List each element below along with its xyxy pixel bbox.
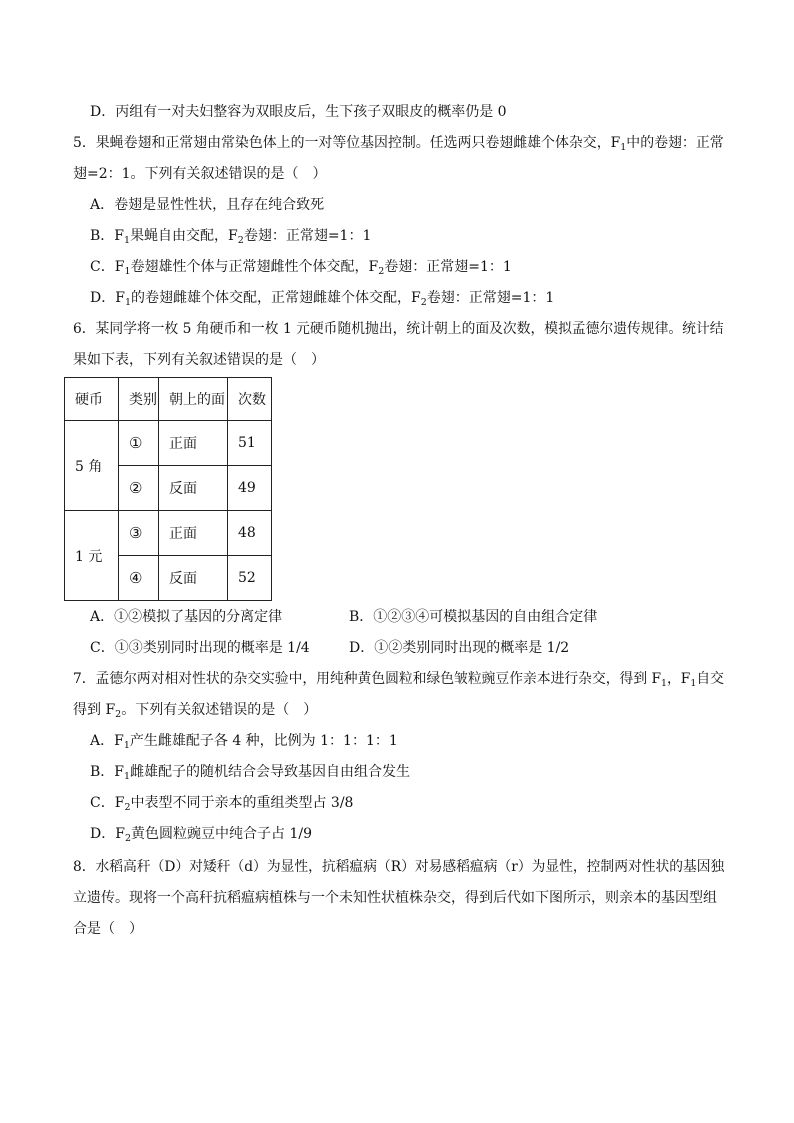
q5-option-d	[90, 288, 554, 308]
q6-option-a: A．①②模拟了基因的分离定律	[90, 609, 283, 625]
q8-stem-line1: 8．水稻高秆（D）对矮秆（d）为显性，抗稻瘟病（R）对易感稻瘟病（r）为显性，控制两对性状的基因独	[73, 859, 725, 875]
q7-option-d	[90, 824, 312, 844]
option-text: C．F	[90, 795, 125, 811]
subscript: 1	[124, 297, 131, 308]
q6-option-d: D．①②类别同时出现的概率是 1/2	[349, 640, 570, 656]
q8-stem-line2: 立遗传。现将一个高秆抗稻瘟病植株与一个未知性状植株杂交，得到后代如下图所示，则亲本的基因型组	[73, 890, 717, 906]
q7-stem-text: 得到 F	[73, 702, 116, 718]
face-cell: 反面	[159, 466, 228, 511]
option-text: C．F	[90, 259, 125, 275]
subscript: 2	[378, 266, 385, 277]
option-text: 卷翅雄性个体与正常翅雌性个体交配，F	[130, 259, 379, 275]
coin-cell: 5 角	[65, 421, 119, 511]
subscript: 2	[420, 297, 427, 308]
table-row	[65, 421, 272, 466]
subscript: 1	[123, 740, 130, 751]
q7-stem-line2	[73, 700, 317, 720]
q7-stem-text: 自交	[696, 671, 724, 687]
option-text: B．F	[90, 764, 125, 780]
q8-stem-line3: 合是（ ）	[73, 921, 143, 937]
option-text: A．F	[90, 733, 124, 749]
q7-option-a	[90, 731, 398, 751]
coin-toss-table	[64, 377, 272, 601]
subscript: 1	[661, 678, 668, 689]
q5-stem-line1	[73, 133, 724, 153]
count-cell: 51	[228, 421, 272, 466]
option-text: D．F	[90, 290, 125, 306]
count-cell: 48	[228, 511, 272, 556]
table-header-cell: 类别	[119, 378, 159, 421]
q5-stem-text: 5．果蝇卷翅和正常翅由常染色体上的一对等位基因控制。任选两只卷翅雌雄个体杂交，F	[73, 135, 621, 151]
q7-stem-text: 。下列有关叙述错误的是（ ）	[121, 702, 318, 718]
category-cell: ④	[119, 556, 159, 601]
count-cell: 49	[228, 466, 272, 511]
option-text: 卷翅：正常翅=1：1	[426, 290, 555, 306]
face-cell: 反面	[159, 556, 228, 601]
face-cell: 正面	[159, 511, 228, 556]
category-cell: ①	[119, 421, 159, 466]
q5-option-a: A．卷翅是显性性状，且存在纯合致死	[90, 197, 325, 213]
option-text: 卷翅：正常翅=1：1	[384, 259, 512, 275]
category-cell: ②	[119, 466, 159, 511]
option-text: 黄色圆粒豌豆中纯合子占 1/9	[131, 826, 312, 842]
table-header-cell: 次数	[228, 378, 272, 421]
q4-option-d: D．丙组有一对夫妇整容为双眼皮后，生下孩子双眼皮的概率仍是 0	[90, 104, 507, 120]
subscript: 1	[124, 266, 131, 277]
q6-stem-line2: 果如下表，下列有关叙述错误的是（ ）	[73, 352, 325, 368]
subscript: 1	[620, 142, 627, 153]
subscript: 2	[124, 833, 131, 844]
table-header-row	[65, 378, 272, 421]
option-text: 雌雄配子的随机结合会导致基因自由组合发生	[130, 764, 411, 780]
q6-option-b: B．①②③④可模拟基因的自由组合定律	[349, 609, 598, 625]
q7-stem-text: 7．孟德尔两对相对性状的杂交实验中，用纯种黄色圆粒和绿色皱粒豌豆作亲本进行杂交，得到 F	[73, 671, 662, 687]
option-text: 产生雌雄配子各 4 种，比例为 1：1：1：1	[129, 733, 398, 749]
subscript: 2	[237, 235, 244, 246]
subscript: 1	[690, 678, 697, 689]
option-text: 果蝇自由交配，F	[130, 228, 238, 244]
q7-stem-line1	[73, 669, 724, 689]
count-cell: 52	[228, 556, 272, 601]
table-row	[65, 511, 272, 556]
q5-stem-text: 中的卷翅：正常	[626, 135, 724, 151]
subscript: 2	[115, 709, 122, 720]
option-text: B．F	[90, 228, 125, 244]
face-cell: 正面	[159, 421, 228, 466]
q7-option-b	[90, 762, 410, 782]
subscript: 2	[124, 802, 131, 813]
q7-stem-text: ，F	[667, 671, 691, 687]
option-text: D．F	[90, 826, 125, 842]
option-text: 的卷翅雌雄个体交配，正常翅雌雄个体交配，F	[131, 290, 421, 306]
subscript: 1	[124, 235, 131, 246]
coin-cell: 1 元	[65, 511, 119, 601]
table-header-cell: 硬币	[65, 378, 119, 421]
option-text: 中表型不同于亲本的重组类型占 3/8	[130, 795, 354, 811]
q5-stem-line2: 翅=2：1。下列有关叙述错误的是（ ）	[73, 166, 327, 182]
subscript: 1	[124, 771, 131, 782]
q6-stem-line1: 6．某同学将一枚 5 角硬币和一枚 1 元硬币随机抛出，统计朝上的面及次数，模拟孟德尔遗传规律。统计结	[73, 321, 724, 337]
q7-option-c	[90, 793, 353, 813]
table-header-cell: 朝上的面	[159, 378, 228, 421]
q5-option-c	[90, 257, 512, 277]
option-text: 卷翅：正常翅=1：1	[243, 228, 372, 244]
q5-option-b	[90, 226, 371, 246]
category-cell: ③	[119, 511, 159, 556]
q6-option-c: C．①③类别同时出现的概率是 1/4	[90, 640, 310, 656]
